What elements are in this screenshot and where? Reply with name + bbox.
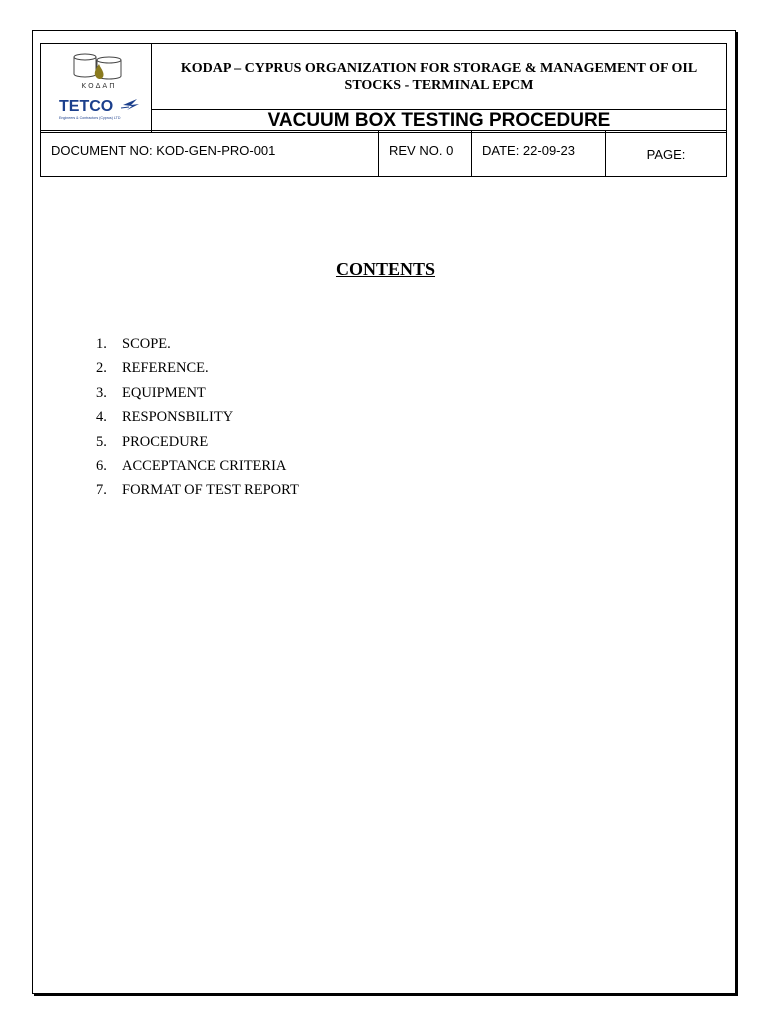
page-label: PAGE:: [646, 147, 686, 162]
revision-number: REV NO. 0: [389, 143, 454, 158]
toc-item-number: 4.: [96, 409, 107, 426]
tetco-logo: [57, 96, 143, 122]
toc-item: [96, 359, 299, 383]
toc-item-number: 7.: [96, 482, 107, 499]
kodap-logo-text: ΚΟΔΑΠ: [81, 82, 117, 90]
tetco-tagline: Engineers & Contractors (Cyprus) LTD: [59, 116, 121, 120]
toc-item-number: 1.: [96, 336, 107, 352]
toc-item-label: PROCEDURE: [122, 433, 209, 450]
toc-item-label: FORMAT OF TEST REPORT: [122, 482, 299, 499]
toc-item-label: REFERENCE.: [122, 360, 209, 377]
toc-item: [96, 384, 299, 408]
document-header: [40, 43, 727, 133]
toc-item-number: 6.: [96, 457, 107, 474]
tetco-logo-text: TETCO: [59, 98, 114, 115]
toc-item: [96, 335, 299, 359]
table-of-contents: [96, 335, 299, 506]
contents-heading: CONTENTS: [335, 259, 436, 279]
kodap-logo: [71, 50, 127, 90]
toc-item-label: EQUIPMENT: [122, 384, 206, 401]
document-number: DOCUMENT NO: KOD-GEN-PRO-001: [51, 143, 276, 158]
organization-name: KODAP – CYPRUS ORGANIZATION FOR STORAGE & MANAGEMENT OF OIL STOCKS - TERMINAL EPCM: [152, 44, 727, 110]
date-cell: [472, 131, 606, 177]
document-info-row: [40, 130, 727, 177]
toc-item: [96, 481, 299, 505]
toc-item-label: SCOPE.: [122, 336, 171, 352]
toc-item-number: 5.: [96, 433, 107, 450]
toc-item: [96, 408, 299, 432]
document-number-cell: [41, 131, 379, 177]
toc-item: [96, 457, 299, 481]
toc-item-number: 3.: [96, 384, 107, 401]
toc-item: [96, 433, 299, 457]
toc-item-label: RESPONSBILITY: [122, 409, 234, 426]
document-title: VACUUM BOX TESTING PROCEDURE: [152, 110, 727, 133]
toc-item-label: ACCEPTANCE CRITERIA: [122, 457, 287, 474]
revision-cell: [379, 131, 472, 177]
page-cell: [606, 131, 727, 177]
document-date: DATE: 22-09-23: [482, 143, 575, 158]
logo-cell: [41, 44, 152, 133]
toc-item-number: 2.: [96, 360, 107, 377]
